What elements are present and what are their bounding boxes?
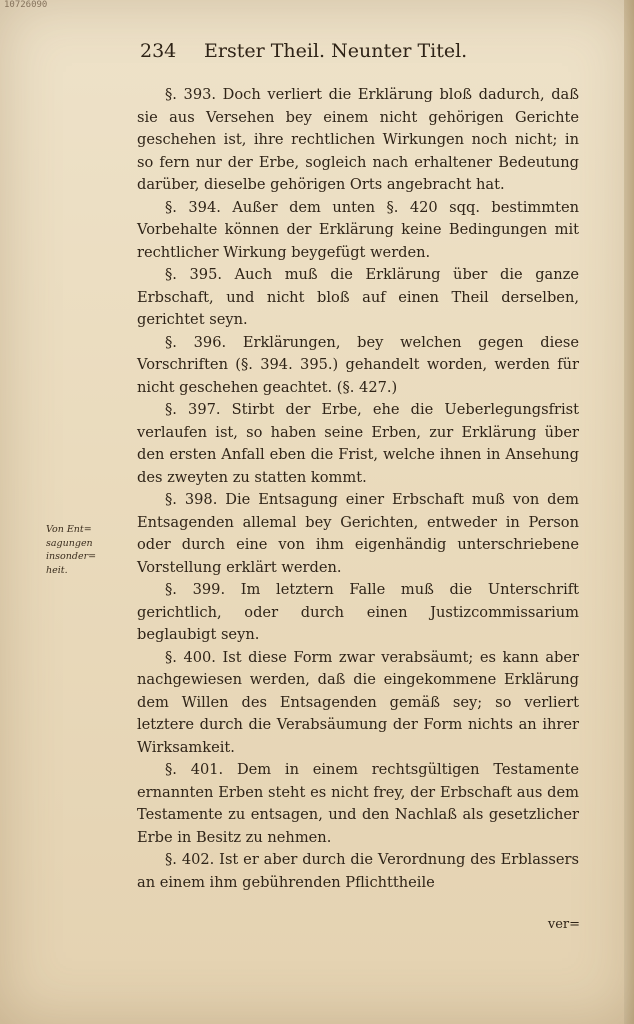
paragraph-393: §. 393. Doch verliert die Erklärung bloß dadurch, daß sie aus Versehen bey einem nicht gehörigen Gerichte geschehen ist, ihre rechtlichen Wirkungen noch nicht; in so fern nur der Erbe, sogleich nach erhaltener Bedeutung darüber, dieselbe gehörigen Orts angebracht hat.: [137, 86, 579, 193]
page-number: 234: [140, 40, 177, 62]
marginal-note-line: sagungen: [46, 537, 93, 549]
shelfmark-label: 10726090: [4, 0, 48, 10]
running-title: Erster Theil. Neunter Titel.: [204, 40, 468, 62]
paragraph-400: §. 400. Ist diese Form zwar verabsäumt; es kann aber nachgewiesen werden, daß die eingekommene Erklärung dem Willen des Entsagenden gemäß sey; so verliert letztere durch die Verabsäumung der Form nichts an ihrer Wirksamkeit.: [137, 648, 579, 756]
marginal-note: [46, 523, 130, 577]
paragraph-398: §. 398. Die Entsagung einer Erbschaft muß von dem Entsagenden allemal bey Gerichten, entweder in Person oder durch eine von ihm eigenhändig unterschriebene Vorstellung erklärt werden.: [137, 491, 579, 576]
marginal-note-line: insonder=: [46, 551, 97, 562]
paragraph-399: §. 399. Im letztern Falle muß die Unterschrift gerichtlich, oder durch einen Justizcommissarium beglaubigt seyn.: [137, 581, 579, 643]
page-edge: [624, 0, 634, 1024]
paragraph-397: §. 397. Stirbt der Erbe, ehe die Ueberlegungsfrist verlaufen ist, so haben seine Erben, zur Erklärung über den ersten Anfall eben die Frist, welche ihnen in Ansehung des zweyten zu statten kommt.: [137, 401, 579, 486]
paragraph-394: §. 394. Außer dem unten §. 420 sqq. bestimmten Vorbehalte können der Erklärung keine Bedingungen mit rechtlicher Wirkung beygefügt werden.: [137, 198, 579, 261]
page-header: [140, 38, 580, 64]
paragraph-396: §. 396. Erklärungen, bey welchen gegen diese Vorschriften (§. 394. 395.) gehandelt worden, werden für nicht geschehen geachtet. (§. 427.): [137, 333, 579, 396]
catchword: ver=: [547, 917, 580, 932]
marginal-note-line: heit.: [46, 564, 68, 576]
marginal-note-line: Von Ent=: [46, 524, 92, 535]
paragraph-395: §. 395. Auch muß die Erklärung über die ganze Erbschaft, und nicht bloß auf einen Theil derselben, gerichtet seyn.: [137, 266, 579, 328]
paragraph-402: §. 402. Ist er aber durch die Verordnung des Erblassers an einem ihm gebührenden Pflichttheile: [137, 851, 579, 891]
paragraph-401: §. 401. Dem in einem rechtsgültigen Testamente ernannten Erben steht es nicht frey, der Erbschaft aus dem Testamente zu entsagen, und den Nachlaß als gesetzlicher Erbe in Besitz zu nehmen.: [137, 761, 579, 846]
body-text: [137, 84, 579, 894]
